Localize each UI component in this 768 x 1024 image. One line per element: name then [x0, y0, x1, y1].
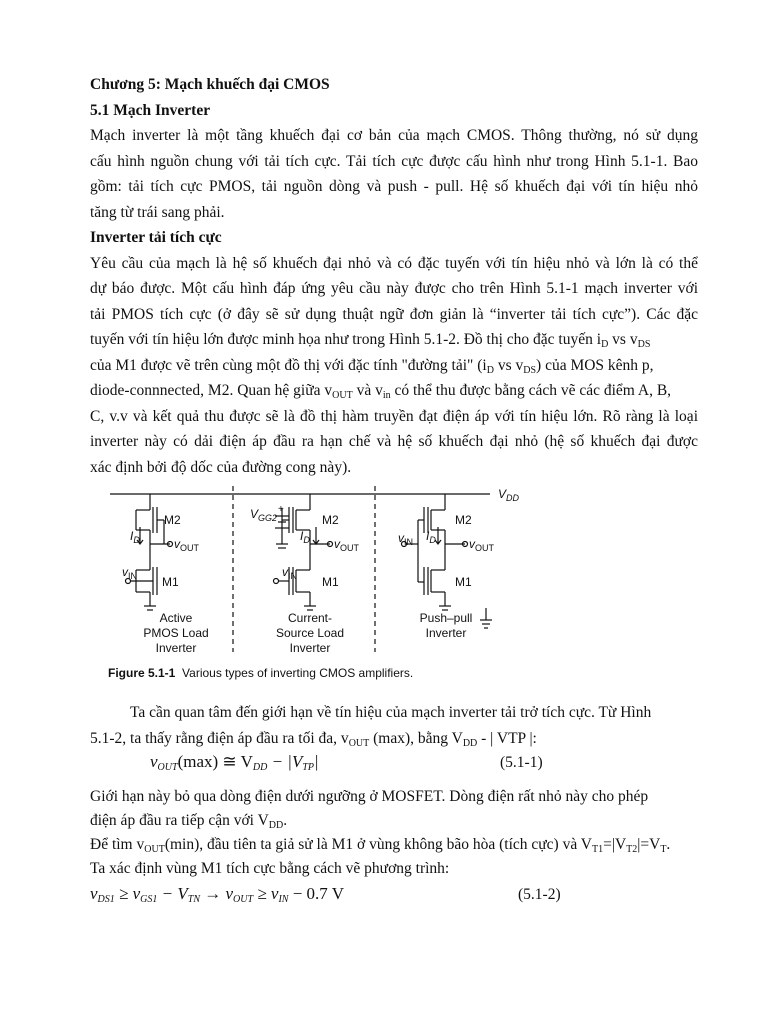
- paragraph-line: tải PMOS tích cực (ở đây sẽ sử dụng thuật ngữ đơn giản là “inverter tải tích cực”). Các đặc: [90, 305, 698, 323]
- equation-number: (5.1-2): [518, 886, 561, 903]
- circuit-a-label: Inverter: [155, 641, 197, 655]
- m1-label: M1: [455, 575, 472, 589]
- paragraph-line: Yêu cầu của mạch là hệ số khuếch đại nhỏ và có đặc tuyến với tín hiệu nhỏ và lớn là có thể: [90, 254, 698, 272]
- m2-label: M2: [322, 513, 339, 527]
- paragraph-line: tuyến với tín hiệu lớn được minh họa như trong Hình 5.1-2. Đồ thị cho đặc tuyến $i_D$ vs $v_{DS}$: [90, 331, 651, 350]
- vdd-label: $V_{DD}$: [498, 487, 520, 503]
- circuit-a-label: Active: [159, 611, 193, 625]
- paragraph-line: Ta cần quan tâm đến giới hạn về tín hiệu của mạch inverter tải trở tích cực. Từ Hình: [130, 704, 652, 721]
- push-pull-circuit: [402, 494, 493, 628]
- paragraph-line: của M1 được vẽ trên cùng một đồ thị với đặc tính "đường tải" ($i_D$ vs $v_{DS}$) của MOS kênh p,: [90, 356, 654, 376]
- svg-text:+: +: [278, 504, 284, 515]
- id-label: $I_D$: [300, 529, 310, 545]
- paragraph-line: C, v.v và kết quả thu được sẽ là đồ thị hàm truyền đạt điện áp với tín hiệu lớn. Rõ ràng là loại: [90, 407, 698, 425]
- paragraph-line: inverter này có dải điện áp đầu ra hạn chế và hệ số khuếch đại nhỏ (hệ số khuếch đại được: [90, 433, 698, 450]
- circuit-a-label: PMOS Load: [143, 626, 209, 640]
- vin-label: $v_{IN}$: [398, 531, 413, 547]
- circuit-c-label: Push–pull: [419, 611, 473, 625]
- m1-label: M1: [162, 575, 179, 589]
- subsection-title: Inverter tải tích cực: [90, 229, 222, 246]
- paragraph-line: Giới hạn này bỏ qua dòng điện dưới ngưỡng ở MOSFET. Dòng điện rất nhỏ này cho phép: [90, 788, 649, 805]
- vout-label: $v_{OUT}$: [469, 537, 494, 553]
- vout-label: $v_{OUT}$: [334, 537, 359, 553]
- paragraph-line: Mạch inverter là một tầng khuếch đại cơ bản của mạch CMOS. Thông thường, nó sử dụng: [90, 127, 698, 144]
- paragraph-line: diode-connnected, M2. Quan hệ giữa $v_{OUT}$ và $v_{in}$ có thể thu được bằng cách vẽ các điểm A, B,: [90, 382, 672, 401]
- m1-label: M1: [322, 575, 339, 589]
- current-source-load-circuit: [274, 494, 333, 610]
- paragraph-line: cấu hình nguồn chung với tải tích cực. Tải tích cực được cấu hình như trong Hình 5.1-1. Bao: [90, 152, 698, 170]
- equation-5-1-2: $v_{DS1} \ge v_{GS1} - V_{TN} \to v_{OUT} \ge v_{IN} - 0.7$ V: [90, 884, 345, 905]
- paragraph-line: điện áp đầu ra tiếp cận với $V_{DD}$.: [90, 812, 288, 831]
- figure-caption: Figure 5.1-1 Various types of inverting CMOS amplifiers.: [108, 666, 414, 680]
- circuit-c-label: Inverter: [425, 626, 467, 640]
- active-pmos-load-circuit: [126, 494, 173, 610]
- circuit-b-label: Source Load: [275, 626, 345, 640]
- m2-label: M2: [164, 513, 181, 527]
- vin-label: $v_{IN}$: [282, 565, 297, 581]
- inverter-circuit-figure: [100, 482, 540, 682]
- circuit-b-label: Inverter: [289, 641, 331, 655]
- vin-label: $v_{IN}$: [122, 565, 137, 581]
- vout-label: $v_{OUT}$: [174, 537, 199, 553]
- equation-number: (5.1-1): [500, 754, 543, 771]
- section-title: 5.1 Mạch Inverter: [90, 101, 211, 119]
- equation-5-1-1: $v_{OUT}(\max)$ ≅ $V_{DD} - |V_{TP}|$: [150, 752, 319, 773]
- vgg-label: $V_{GG2}$: [250, 507, 278, 523]
- circuit-b-label: Current-: [287, 611, 333, 625]
- paragraph-line: Để tìm $v_{OUT}(\min)$, đầu tiên ta giả sử là M1 ở vùng không bão hòa (tích cực) và $V_{T1}=|V_{T2}|=V_T$.: [90, 836, 671, 855]
- paragraph-line: 5.1-2, ta thấy rằng điện áp đầu ra tối đa, $v_{OUT}$ (max), bằng $V_{DD}$ - | VTP |:: [90, 730, 537, 749]
- paragraph-line: tăng từ trái sang phải.: [90, 203, 225, 221]
- id-label: $I_D$: [130, 529, 140, 545]
- paragraph-line: Ta xác định vùng M1 tích cực bằng cách vẽ phương trình:: [90, 860, 450, 877]
- id-label: $I_D$: [426, 529, 436, 545]
- paragraph-line: xác định bởi độ dốc của đường cong này).: [90, 458, 352, 476]
- m2-label: M2: [455, 513, 472, 527]
- document-body: [90, 72, 698, 480]
- paragraph-line: gồm: tải tích cực PMOS, tải nguồn dòng và push - pull. Hệ số khuếch đại với tín hiệu nhỏ: [90, 178, 698, 195]
- chapter-title: Chương 5: Mạch khuếch đại CMOS: [90, 76, 330, 93]
- paragraph-line: dự báo được. Một cấu hình đáp ứng yêu cầu này được cho trên Hình 5.1-1 mạch inverter với: [90, 280, 698, 297]
